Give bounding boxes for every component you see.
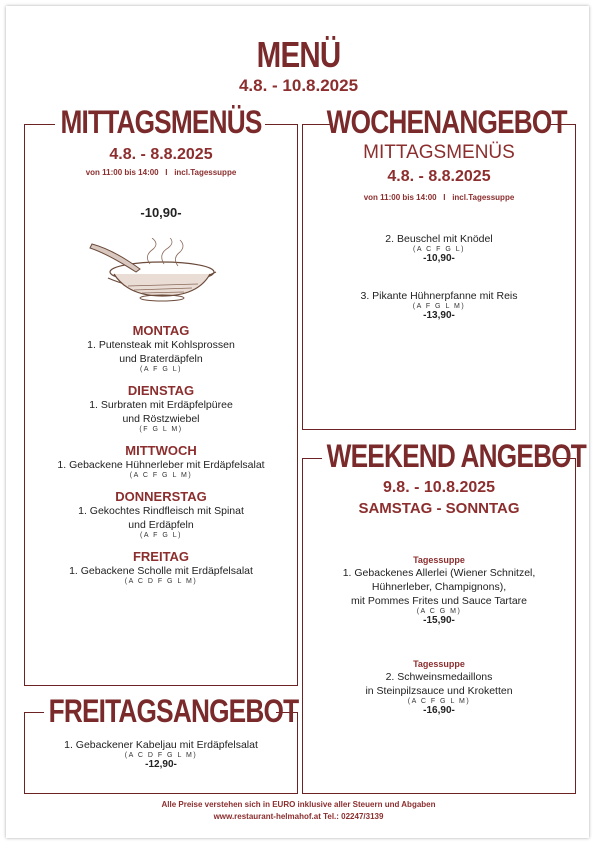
dish-price: -15,90-	[423, 615, 455, 626]
soup-bowl-icon	[88, 238, 228, 304]
weekend-days: SAMSTAG - SONNTAG	[358, 500, 520, 517]
mittag-hours: von 11:00 bis 14:00 I incl.Tagessuppe	[85, 168, 237, 177]
dish-line: 1. Gebackene Scholle mit Erdäpfelsalat	[69, 565, 253, 577]
weekend-date-range: 9.8. - 10.8.2025	[382, 479, 496, 496]
dish-line: und Braterdäpfeln	[119, 353, 203, 365]
day-label: DIENSTAG	[127, 383, 195, 398]
dish-line: 1. Gekochtes Rindfleisch mit Spinat	[78, 505, 244, 517]
allergens: (A C D F G L M)	[124, 752, 198, 759]
dish-line: 2. Schweinsmedaillons	[385, 671, 493, 683]
allergens: (A C F G L M)	[129, 472, 193, 479]
footer-contact: www.restaurant-helmahof.at Tel.: 02247/3139	[213, 812, 384, 821]
freitag-title: FREITAGSANGEBOT	[48, 693, 299, 729]
day-label: MONTAG	[132, 323, 190, 338]
mittag-price: -10,90-	[140, 205, 182, 220]
day-label: DONNERSTAG	[115, 489, 207, 504]
allergens: (A F G L M)	[412, 303, 466, 310]
freitag-item	[24, 738, 298, 770]
allergens: (A C D F G L M)	[124, 578, 198, 585]
dish-line: und Röstzwiebel	[122, 413, 200, 425]
dish-line: mit Pommes Frites und Sauce Tartare	[350, 595, 528, 607]
soup-label: Tagessuppe	[413, 555, 465, 565]
woche-item	[302, 289, 576, 321]
weekend-item	[302, 659, 576, 716]
day-block-freitag	[24, 549, 298, 585]
allergens: (A C F G L)	[413, 246, 465, 253]
dish-price: -16,90-	[423, 705, 455, 716]
allergens: (A C F G L M)	[407, 698, 471, 705]
dish-line: in Steinpilzsauce und Kroketten	[365, 685, 513, 697]
dish-price: -10,90-	[423, 253, 455, 264]
mittag-days	[24, 323, 298, 585]
page-date-range: 4.8. - 10.8.2025	[238, 76, 359, 95]
woche-title: WOCHENANGEBOT	[326, 104, 567, 140]
day-label: MITTWOCH	[125, 443, 197, 458]
day-block-dienstag	[24, 383, 298, 433]
dish-line: 1. Putensteak mit Kohlsprossen	[87, 339, 235, 351]
woche-item	[302, 232, 576, 264]
allergens: (A C G M)	[416, 608, 462, 615]
woche-hours: von 11:00 bis 14:00 I incl.Tagessuppe	[363, 193, 515, 202]
weekend-title: WEEKEND ANGEBOT	[326, 438, 586, 474]
dish-line: Hühnerleber, Champignons),	[371, 581, 507, 593]
soup-label: Tagessuppe	[413, 659, 465, 669]
day-block-donnerstag	[24, 489, 298, 539]
allergens: (A F G L)	[140, 366, 182, 373]
day-block-mittwoch	[24, 443, 298, 479]
weekend-item	[302, 555, 576, 626]
dish-line: 1. Gebackener Kabeljau mit Erdäpfelsalat	[64, 739, 258, 751]
footer-price-note: Alle Preise verstehen sich in EURO inklusive aller Steuern und Abgaben	[161, 800, 436, 809]
woche-subtitle: MITTAGSMENÜS	[363, 142, 515, 163]
allergens: (A F G L)	[140, 532, 182, 539]
dish-line: und Erdäpfeln	[128, 519, 194, 531]
dish-price: -12,90-	[145, 759, 177, 770]
mittag-date-range: 4.8. - 8.8.2025	[109, 146, 213, 163]
day-label: FREITAG	[132, 549, 190, 564]
dish-line: 1. Gebackenes Allerlei (Wiener Schnitzel,	[342, 567, 536, 579]
dish-line: 1. Surbraten mit Erdäpfelpüree	[89, 399, 233, 411]
mittag-title: MITTAGSMENÜS	[60, 104, 262, 140]
dish-line: 1. Gebackene Hühnerleber mit Erdäpfelsalat	[57, 459, 265, 471]
dish-line: 2. Beuschel mit Knödel	[385, 233, 493, 245]
woche-date-range: 4.8. - 8.8.2025	[387, 168, 491, 185]
allergens: (F G L M)	[139, 426, 183, 433]
page-title: MENÜ	[256, 34, 341, 75]
dish-price: -13,90-	[423, 310, 455, 321]
dish-line: 3. Pikante Hühnerpfanne mit Reis	[360, 290, 518, 302]
day-block-montag	[24, 323, 298, 373]
